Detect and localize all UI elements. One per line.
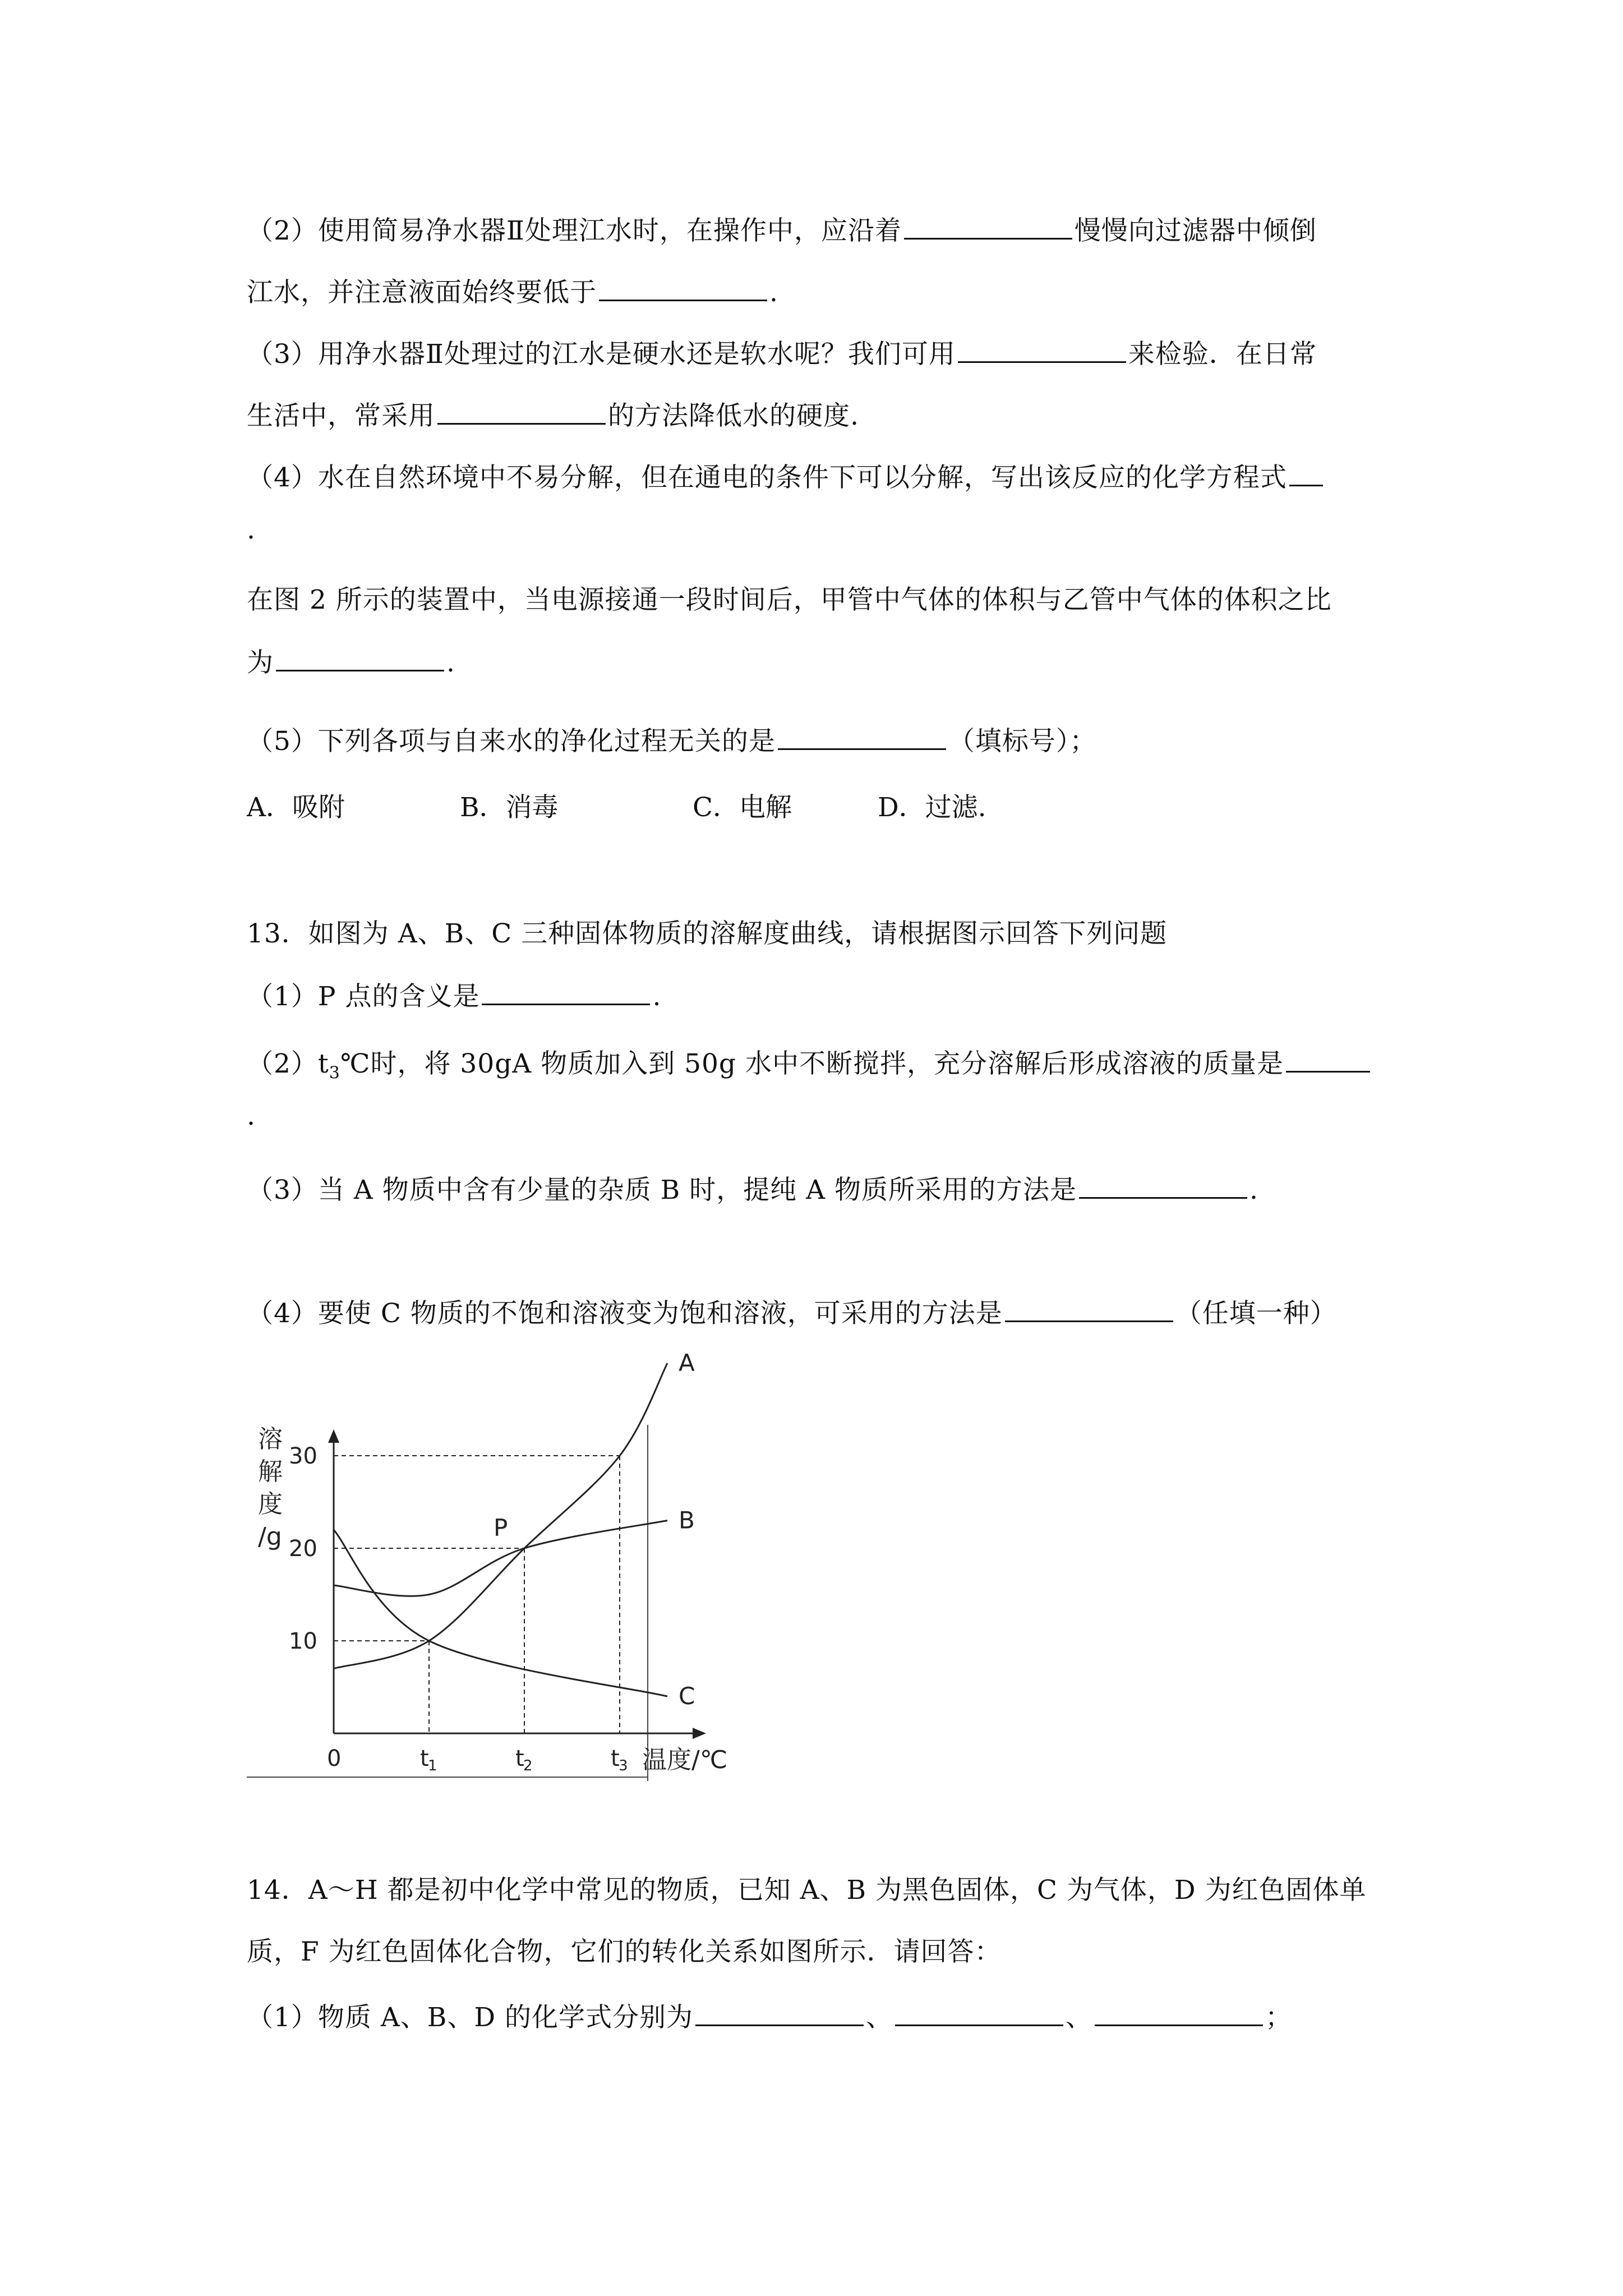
answer-blank[interactable] bbox=[1005, 1296, 1173, 1322]
separator: 、 bbox=[1065, 2002, 1092, 2033]
q12-part2-text: （2）使用简易净水器Ⅱ处理江水时，在操作中，应沿着 bbox=[247, 215, 902, 246]
answer-blank[interactable] bbox=[695, 2000, 864, 2026]
q13-part2-end: . bbox=[247, 1101, 256, 1131]
q14-part1 bbox=[247, 2000, 1292, 2035]
y-tick-label: 10 bbox=[289, 1628, 317, 1654]
period: . bbox=[247, 514, 256, 545]
x-axis-label: 温度/℃ bbox=[642, 1746, 728, 1774]
q12-part2-line2 bbox=[247, 275, 778, 310]
q12-part3-line2 bbox=[247, 398, 859, 433]
answer-blank[interactable] bbox=[482, 979, 650, 1005]
q12-part5-text: （5）下列各项与自来水的净化过程无关的是 bbox=[247, 726, 776, 757]
option-d: D．过滤. bbox=[878, 792, 986, 823]
period: . bbox=[446, 647, 455, 678]
answer-blank[interactable] bbox=[904, 213, 1072, 240]
q13-part4-text: （4）要使 C 物质的不饱和溶液变为饱和溶液，可采用的方法是 bbox=[247, 1298, 1003, 1329]
answer-blank[interactable] bbox=[895, 2000, 1063, 2026]
answer-blank[interactable] bbox=[1079, 1172, 1247, 1199]
q12-part4-text: （4）水在自然环境中不易分解，但在通电的条件下可以分解，写出该反应的化学方程式 bbox=[247, 462, 1287, 493]
subscript: 3 bbox=[329, 1063, 340, 1083]
answer-blank[interactable] bbox=[1095, 2000, 1263, 2026]
q12-part4-line3 bbox=[247, 583, 1332, 617]
q12-part3-text-cont: 来检验．在日常 bbox=[1128, 339, 1317, 370]
q13-part4 bbox=[247, 1296, 1337, 1331]
separator: 、 bbox=[865, 2002, 893, 2033]
x-tick-label: t bbox=[420, 1746, 429, 1772]
option-b: B．消毒 bbox=[460, 792, 559, 823]
y-tick-label: 30 bbox=[289, 1443, 317, 1469]
option-c: C．电解 bbox=[693, 792, 792, 823]
period: . bbox=[652, 981, 662, 1012]
option-a: A．吸附 bbox=[247, 792, 345, 823]
curve-label-C: C bbox=[679, 1682, 695, 1710]
y-axis-label-char: 度 bbox=[258, 1490, 283, 1519]
q13-part1-text: （1）P 点的含义是 bbox=[247, 981, 480, 1012]
period: . bbox=[1249, 1175, 1258, 1205]
point-p-label: P bbox=[494, 1514, 508, 1542]
solubility-chart bbox=[247, 1349, 728, 1778]
answer-blank[interactable] bbox=[599, 275, 767, 301]
q12-part3-text2: 生活中，常采用 bbox=[247, 401, 435, 431]
q13-part3-text: （3）当 A 物质中含有少量的杂质 B 时，提纯 A 物质所采用的方法是 bbox=[247, 1175, 1077, 1205]
x-tick-label: t bbox=[611, 1746, 620, 1772]
q12-part4-text4: 为 bbox=[247, 647, 274, 678]
origin-label: 0 bbox=[327, 1746, 342, 1772]
q12-part4-line1 bbox=[247, 460, 1325, 495]
answer-blank[interactable] bbox=[1289, 460, 1323, 486]
q12-part4-text3: 在图 2 所示的装置中，当电源接通一段时间后，甲管中气体的体积与乙管中气体的体积之比 bbox=[247, 585, 1332, 615]
answer-blank[interactable] bbox=[437, 398, 606, 425]
curve-C bbox=[334, 1530, 667, 1696]
q13-part4-text-cont: （任填一种） bbox=[1175, 1298, 1337, 1329]
x-tick-subscript: 3 bbox=[619, 1757, 628, 1774]
q14-part1-text: （1）物质 A、B、D 的化学式分别为 bbox=[247, 2002, 693, 2033]
answer-blank[interactable] bbox=[276, 645, 444, 671]
y-axis-arrow bbox=[328, 1429, 339, 1443]
q12-part3-text2-cont: 的方法降低水的硬度. bbox=[608, 401, 859, 431]
answer-blank[interactable] bbox=[958, 337, 1126, 363]
x-tick-subscript: 2 bbox=[523, 1757, 533, 1774]
q12-part2-text2: 江水，并注意液面始终要低于 bbox=[247, 277, 597, 308]
q14-stem-line1: 14．A～H 都是初中化学中常见的物质，已知 A、B 为黑色固体，C 为气体，D 为红色固体单 bbox=[247, 1875, 1367, 1906]
semicolon: ； bbox=[1265, 2002, 1292, 2033]
y-axis-label-char: 溶 bbox=[258, 1425, 283, 1453]
q12-part5-text-cont: （填标号）； bbox=[948, 726, 1097, 757]
x-tick-label: t bbox=[515, 1746, 524, 1772]
y-axis-label-char: /g bbox=[258, 1522, 282, 1551]
y-axis-label-char: 解 bbox=[258, 1457, 283, 1486]
q13-part3 bbox=[247, 1172, 1258, 1207]
y-tick-label: 20 bbox=[289, 1536, 317, 1562]
q12-part4-line4 bbox=[247, 645, 455, 680]
answer-blank[interactable] bbox=[778, 724, 946, 750]
q12-part2-text-cont: 慢慢向过滤器中倾倒 bbox=[1074, 215, 1317, 246]
curve-label-A: A bbox=[679, 1349, 695, 1377]
q13-part2-text-cont: ℃时，将 30gA 物质加入到 50g 水中不断搅拌，充分溶解后形成溶液的质量是 bbox=[340, 1048, 1284, 1079]
q13-stem: 13．如图为 A、B、C 三种固体物质的溶解度曲线，请根据图示回答下列问题 bbox=[247, 918, 1168, 949]
q12-part5-line bbox=[247, 724, 1096, 758]
x-tick-subscript: 1 bbox=[428, 1757, 437, 1774]
curve-label-B: B bbox=[679, 1506, 695, 1534]
x-axis-arrow bbox=[693, 1728, 706, 1739]
q13-part2-text: （2）t bbox=[247, 1048, 329, 1079]
q12-part3-text: （3）用净水器Ⅱ处理过的江水是硬水还是软水呢？我们可用 bbox=[247, 339, 956, 370]
q13-part2 bbox=[247, 1046, 1372, 1090]
q12-part3-line1 bbox=[247, 337, 1317, 371]
q12-part2-line1 bbox=[247, 213, 1317, 248]
q14-stem-line2: 质，F 为红色固体化合物，它们的转化关系如图所示．请回答： bbox=[247, 1936, 1002, 1967]
answer-blank[interactable] bbox=[1286, 1046, 1370, 1073]
q12-part4-line2 bbox=[247, 513, 256, 547]
period: . bbox=[769, 277, 778, 308]
q13-part1 bbox=[247, 979, 661, 1014]
